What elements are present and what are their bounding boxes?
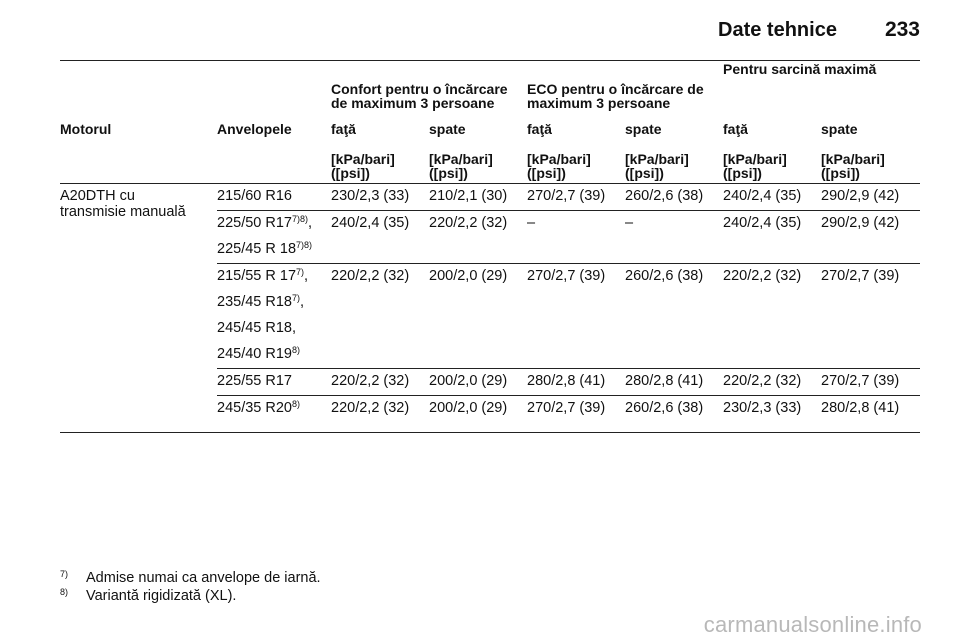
pressure-value: 220/2,2 (32) [331,369,429,396]
group-header-max-load: Pentru sarcină maximă [723,61,877,77]
footnote-text: Variantă rigidizată (XL). [86,588,237,604]
tire-size: 225/55 R17 [217,373,292,389]
tire-size: 245/45 R18, [217,320,297,336]
watermark: carmanualsonline.info [703,612,922,637]
group-header-row [60,62,920,110]
footnote-ref: 7) [296,267,305,277]
footnote-text: Admise numai ca anvelope de iarnă. [86,570,321,586]
table-body [60,184,920,433]
tire-size: 235/45 R18$^{7)}$, [217,293,305,310]
pressure-value: 220/2,2 (32) [331,264,429,369]
tire-pressure-table [60,62,920,433]
footnote-ref: 8) [291,399,300,409]
pressure-value: 230/2,3 (33) [723,396,821,423]
pressure-value: 200/2,0 (29) [429,264,527,369]
engine-cell: A20DTH cu transmisie manuală [60,188,186,220]
col-front-header: faţă [527,121,552,137]
pressure-value: 260/2,6 (38) [625,396,723,423]
pressure-value: 270/2,7 (39) [527,188,606,204]
tire-size-cell [217,211,331,264]
tire-size-cell [217,369,331,396]
tire-size: 215/55 R 17$^{7)}$, [217,267,309,284]
footnote-ref: 8) [291,345,300,355]
pressure-value: 270/2,7 (39) [527,396,625,423]
table-bottom-rule [60,422,920,433]
pressure-value: 220/2,2 (32) [331,396,429,423]
unit-header: [kPa/bari] ([psi]) [723,136,821,184]
pressure-value: 260/2,6 (38) [625,188,704,204]
pressure-value: 240/2,4 (35) [331,211,429,264]
pressure-value: 290/2,9 (42) [821,188,900,204]
unit-header: [kPa/bari] ([psi]) [331,136,429,184]
pressure-value: – [625,211,723,264]
pressure-value: 270/2,7 (39) [821,369,920,396]
tire-size-cell [217,264,331,369]
pressure-value: 210/2,1 (30) [429,188,508,204]
col-front-header: faţă [331,121,356,137]
footnote-ref: 7) [291,293,300,303]
col-front-header: faţă [723,121,748,137]
pressure-value: 280/2,8 (41) [527,369,625,396]
page-header [718,18,920,42]
page-number: 233 [884,18,920,41]
position-header-row [60,110,920,136]
pressure-value: 280/2,8 (41) [821,396,920,423]
footnote-ref: 7)8) [296,240,313,250]
col-engine-header: Motorul [60,121,112,137]
pressure-value: 220/2,2 (32) [723,264,821,369]
pressure-value: 280/2,8 (41) [625,369,723,396]
pressure-value: 220/2,2 (32) [723,369,821,396]
section-title: Date tehnice [718,19,837,41]
pressure-value: 270/2,7 (39) [821,264,920,369]
group-header-comfort: Confort pentru o încărcare de maximum 3 persoane [331,81,508,111]
footnote-ref: 7)8) [291,214,308,224]
pressure-value: 200/2,0 (29) [429,369,527,396]
pressure-value: 230/2,3 (33) [331,188,410,204]
col-rear-header: spate [821,121,858,137]
pressure-value: 240/2,4 (35) [723,188,802,204]
tire-size-cell [217,184,331,211]
pressure-value: 240/2,4 (35) [723,211,821,264]
pressure-value: 220/2,2 (32) [429,211,527,264]
pressure-value: 290/2,9 (42) [821,211,920,264]
unit-header-row [60,136,920,184]
col-rear-header: spate [429,121,466,137]
unit-header: [kPa/bari] ([psi]) [821,136,920,184]
footnote [60,569,321,587]
table-row [60,184,920,211]
tire-size: 225/45 R $18^{7)8)}$ [217,240,313,257]
footnote [60,587,321,605]
unit-header: [kPa/bari] ([psi]) [527,136,625,184]
footnote-mark: 7) [60,569,69,579]
tire-size: 225/50 $R17^{7)8)}$, [217,214,313,231]
unit-header: [kPa/bari] ([psi]) [625,136,723,184]
unit-header: [kPa/bari] ([psi]) [429,136,527,184]
pressure-value: – [527,211,625,264]
footnotes [60,569,321,605]
tire-size: 215/60 R16 [217,188,292,204]
tire-size: 245/40 R19$^{8)}$ [217,345,300,362]
pressure-value: 260/2,6 (38) [625,264,723,369]
pressure-value: 270/2,7 (39) [527,264,625,369]
pressure-value: 200/2,0 (29) [429,396,527,423]
col-tires-header: Anvelopele [217,121,292,137]
tire-size: 245/35 R20$^{8)}$ [217,399,300,416]
group-header-eco: ECO pentru o încărcare de maximum 3 persoane [527,81,704,111]
col-rear-header: spate [625,121,662,137]
footnote-mark: 8) [60,587,69,597]
tire-size-cell [217,396,331,423]
